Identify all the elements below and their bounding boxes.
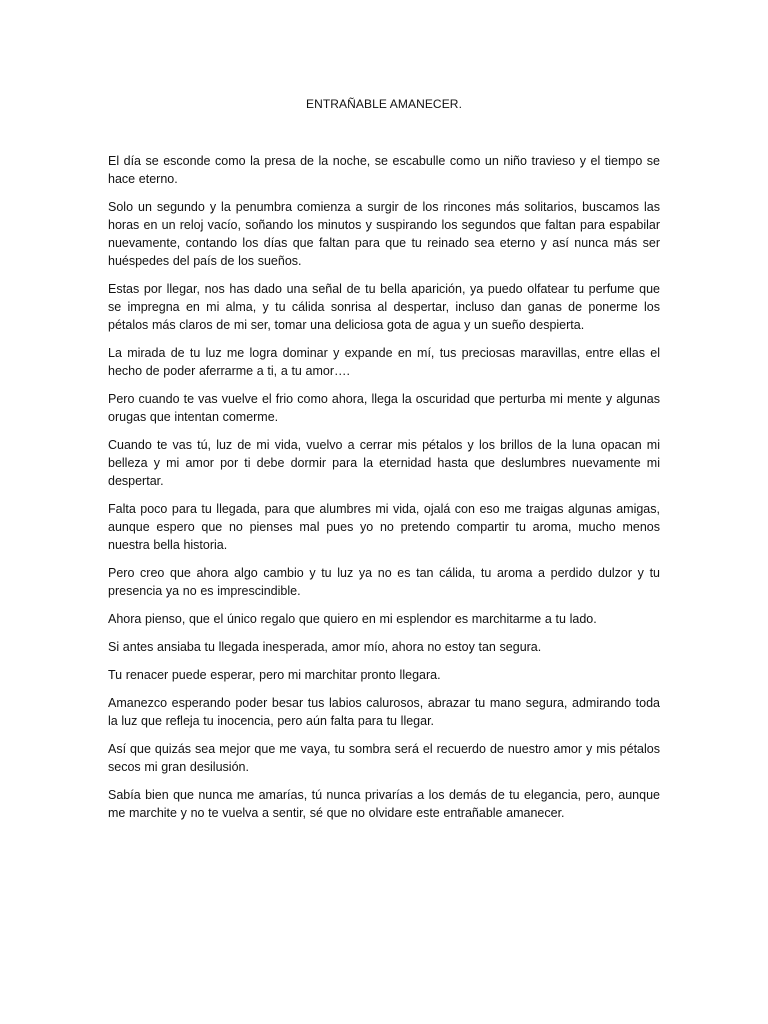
paragraph-11: Tu renacer puede esperar, pero mi marchitar pronto llegara. <box>108 668 441 682</box>
paragraph-4: La mirada de tu luz me logra dominar y expande en mí, tus preciosas maravillas, entre ellas el hecho de poder aferrarme a ti, a tu amor…. <box>108 346 660 378</box>
paragraph-14: Sabía bien que nunca me amarías, tú nunca privarías a los demás de tu elegancia, pero, aunque me marchite y no te vuelva a sentir, sé que no olvidare este entrañable amanecer. <box>108 788 660 820</box>
paragraph-9: Ahora pienso, que el único regalo que quiero en mi esplendor es marchitarme a tu lado. <box>108 612 597 626</box>
paragraph-1: El día se esconde como la presa de la noche, se escabulle como un niño travieso y el tiempo se hace eterno. <box>108 154 660 186</box>
paragraph-12: Amanezco esperando poder besar tus labios calurosos, abrazar tu mano segura, admirando toda la luz que refleja tu inocencia, pero aún falta para tu llegar. <box>108 696 660 728</box>
paragraph-6: Cuando te vas tú, luz de mi vida, vuelvo a cerrar mis pétalos y los brillos de la luna opacan mi belleza y mi amor por ti debe dormir para la eternidad hasta que deslumbres nuevamente mi despertar. <box>108 438 660 488</box>
paragraph-10: Si antes ansiaba tu llegada inesperada, amor mío, ahora no estoy tan segura. <box>108 640 542 654</box>
document-title: ENTRAÑABLE AMANECER. <box>305 97 463 111</box>
document-page <box>108 96 660 832</box>
paragraph-13: Así que quizás sea mejor que me vaya, tu sombra será el recuerdo de nuestro amor y mis pétalos secos mi gran desilusión. <box>108 742 660 774</box>
paragraph-2: Solo un segundo y la penumbra comienza a surgir de los rincones más solitarios, buscamos las horas en un reloj vacío, soñando los minutos y suspirando los segundos que faltan para espabilar nuevamente, contando los días que faltan para que tu reinado sea eterno y así nunca más ser huéspedes del país de los sueños. <box>108 200 660 268</box>
paragraph-7: Falta poco para tu llegada, para que alumbres mi vida, ojalá con eso me traigas algunas amigas, aunque espero que no pienses mal pues yo no pretendo compartir tu aroma, mucho menos nuestra bella historia. <box>108 502 660 552</box>
paragraph-5: Pero cuando te vas vuelve el frio como ahora, llega la oscuridad que perturba mi mente y algunas orugas que intentan comerme. <box>108 392 660 424</box>
paragraph-8: Pero creo que ahora algo cambio y tu luz ya no es tan cálida, tu aroma a perdido dulzor y tu presencia ya no es imprescindible. <box>108 566 660 598</box>
paragraph-3: Estas por llegar, nos has dado una señal de tu bella aparición, ya puedo olfatear tu perfume que se impregna en mi alma, y tu cálida sonrisa al despertar, incluso dan ganas de ponerme los pétalos más claros de mi ser, tomar una deliciosa gota de agua y un sueño despierta. <box>108 282 660 332</box>
